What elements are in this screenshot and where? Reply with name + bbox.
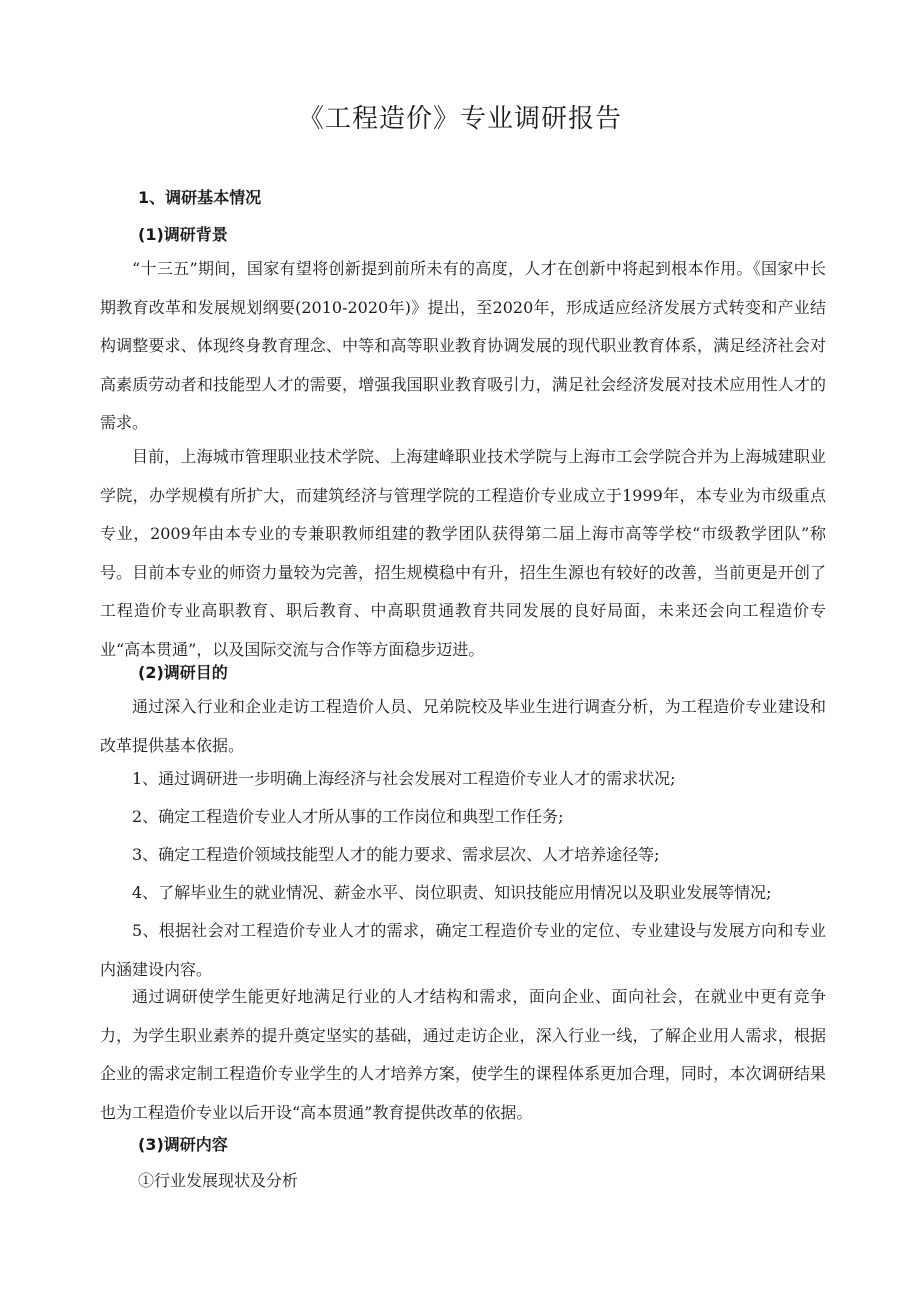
list-item: 1、通过调研进一步明确上海经济与社会发展对工程造价专业人才的需求状况; (132, 769, 676, 788)
list-item: 5、根据社会对工程造价专业人才的需求，确定工程造价专业的定位、专业建设与发展方向和专业内涵建设内容。 (100, 921, 826, 979)
paragraph-background-2: 目前，上海城市管理职业技术学院、上海建峰职业技术学院与上海市工会学院合并为上海城建职业学院，办学规模有所扩大，而建筑经济与管理学院的工程造价专业成立于1999年，本专业为市级重点专业，2009年由本专业的专兼职教师组建的教学团队获得第二届上海市高等学校“市级教学团队”称号。目前本专业的师资力量较为完善，招生规模稳中有升，招生生源也有较好的改善，当前更是开创了工程造价专业高职教育、职后教育、中高职贯通教育共同发展的良好局面，未来还会向工程造价专业“高本贯通”，以及国际交流与合作等方面稳步迈进。 (100, 447, 826, 659)
section-heading-basic-info: 1、调研基本情况 (138, 188, 262, 207)
content-item-industry: ①行业发展现状及分析 (138, 1171, 299, 1190)
document-title: 《工程造价》专业调研报告 (297, 104, 622, 134)
list-item: 2、确定工程造价专业人才所从事的工作岗位和典型工作任务; (132, 807, 564, 826)
list-item: 4、了解毕业生的就业情况、薪金水平、岗位职责、知识技能应用情况以及职业发展等情况; (132, 883, 772, 902)
subheading-content: (3)调研内容 (138, 1135, 228, 1154)
list-item: 3、确定工程造价领域技能型人才的能力要求、需求层次、人才培养途径等; (132, 845, 660, 864)
paragraph-outcome: 通过调研使学生能更好地满足行业的人才结构和需求，面向企业、面向社会，在就业中更有竞争力，为学生职业素养的提升奠定坚实的基础，通过走访企业，深入行业一线，了解企业用人需求，根据企业的需求定制工程造价专业学生的人才培养方案，使学生的课程体系更加合理，同时，本次调研结果也为工程造价专业以后开设“高本贯通”教育提供改革的依据。 (100, 987, 826, 1122)
paragraph-background-1: “十三五”期间，国家有望将创新提到前所未有的高度，人才在创新中将起到根本作用。《国家中长期教育改革和发展规划纲要(2010-2020年)》提出，至2020年，形成适应经济发展方式转变和产业结构调整要求、体现终身教育理念、中等和高等职业教育协调发展的现代职业教育体系，满足经济社会对高素质劳动者和技能型人才的需要，增强我国职业教育吸引力，满足社会经济发展对技术应用性人才的需求。 (100, 259, 826, 432)
subheading-background: (1)调研背景 (138, 225, 228, 244)
subheading-purpose: (2)调研目的 (138, 663, 228, 682)
paragraph-purpose: 通过深入行业和企业走访工程造价人员、兄弟院校及毕业生进行调查分析，为工程造价专业建设和改革提供基本依据。 (100, 697, 826, 755)
